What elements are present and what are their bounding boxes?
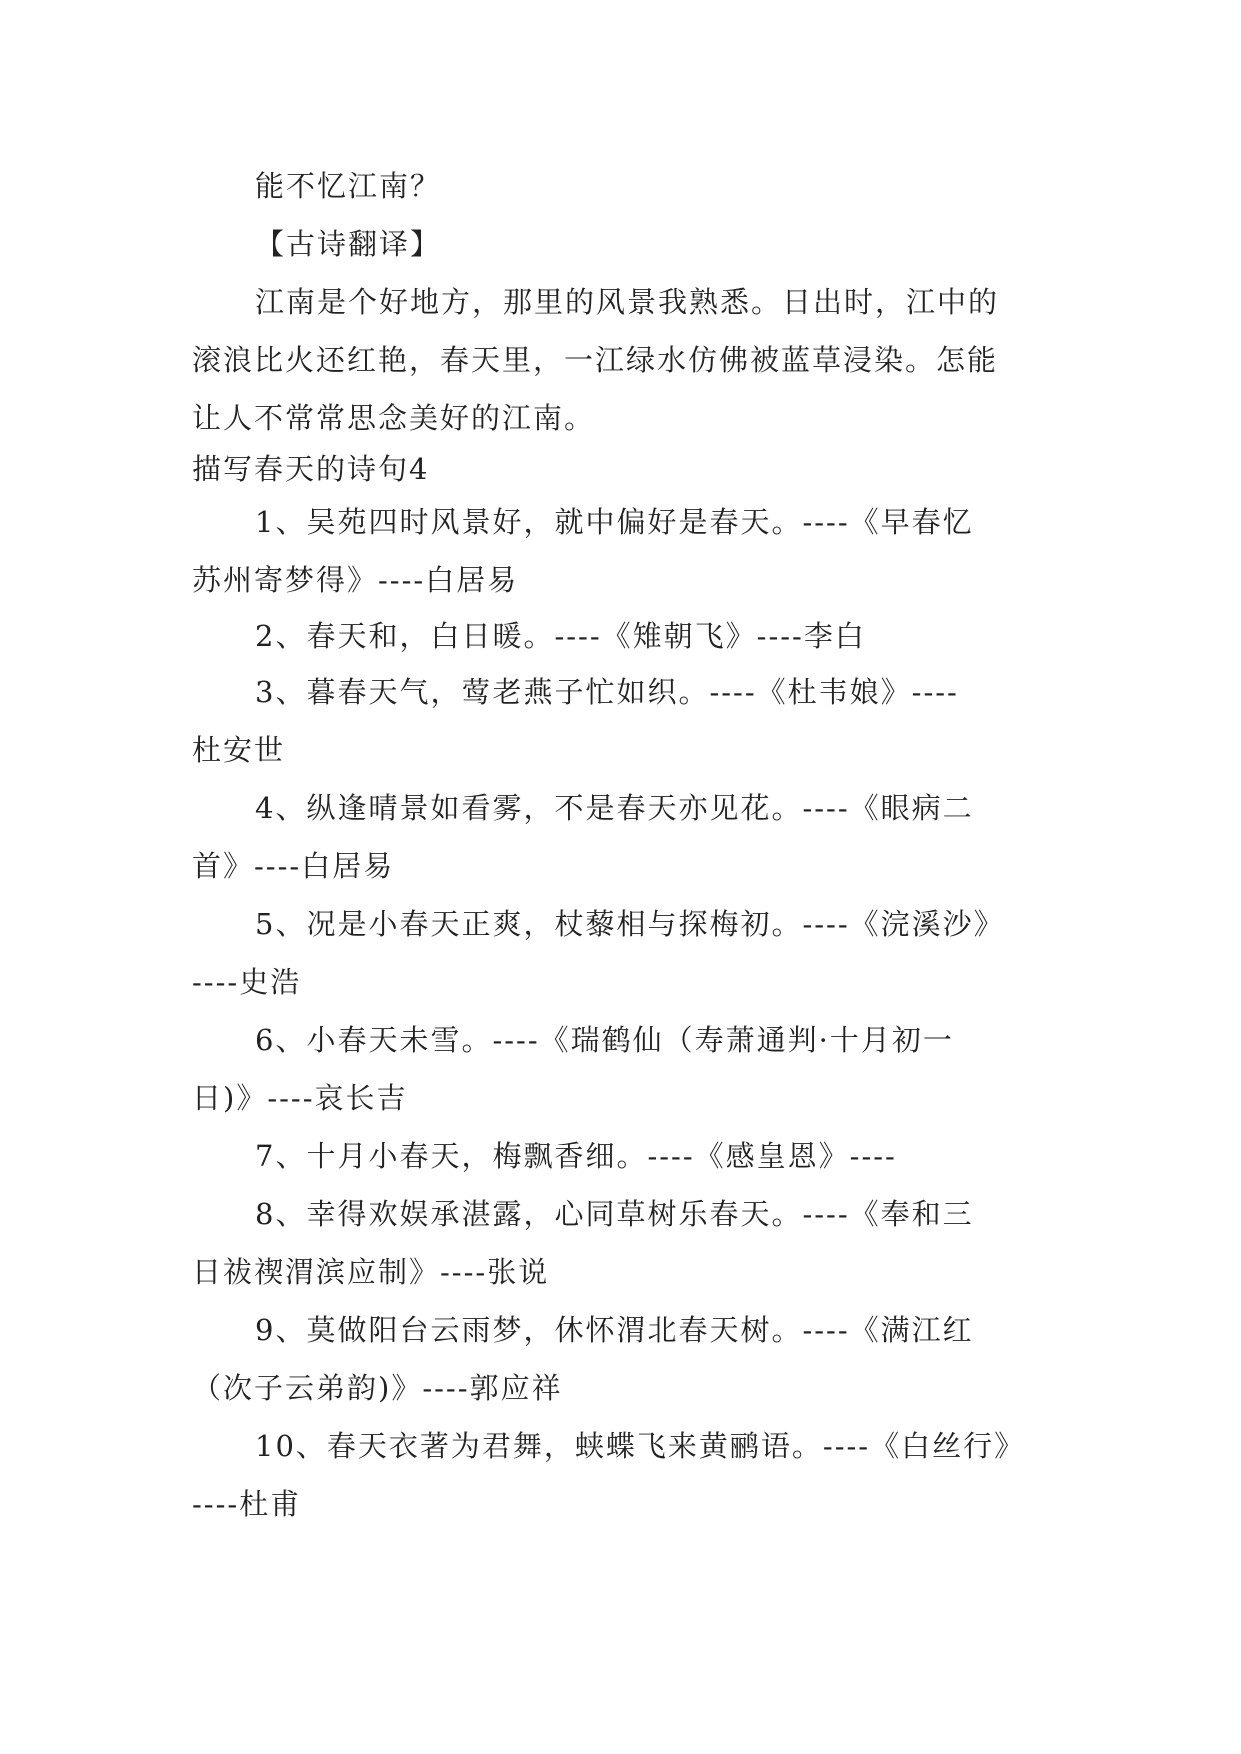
- translation-paragraph-line: 让人不常常思念美好的江南。: [192, 401, 596, 435]
- verse-item-8: 8、幸得欢娱承湛露，心同草树乐春天。----《奉和三: [255, 1197, 974, 1231]
- translation-paragraph-line: 江南是个好地方，那里的风景我熟悉。日出时，江中的: [255, 285, 1000, 319]
- verse-item-6: 6、小春天未雪。----《瑞鹤仙（寿萧通判·十月初一: [255, 1023, 954, 1057]
- verse-item-6-cont: 日)》----哀长吉: [192, 1081, 408, 1115]
- translation-paragraph-line: 滚浪比火还红艳，春天里，一江绿水仿佛被蓝草浸染。怎能: [192, 343, 999, 377]
- verse-item-1: 1、吴苑四时风景好，就中偏好是春天。----《早春忆: [255, 505, 974, 539]
- verse-item-10: 10、春天衣著为君舞，蛱蝶飞来黄鹂语。----《白丝行》: [255, 1429, 1026, 1463]
- verse-item-4-cont: 首》----白居易: [192, 849, 395, 883]
- section-title: 描写春天的诗句4: [192, 452, 430, 486]
- verse-item-10-cont: ----杜甫: [192, 1487, 302, 1521]
- verse-item-3-cont: 杜安世: [192, 733, 286, 767]
- verse-item-4: 4、纵逢晴景如看雾，不是春天亦见花。----《眼病二: [255, 791, 974, 825]
- translation-heading: 【古诗翻译】: [255, 227, 442, 261]
- poem-closing-line: 能不忆江南？: [255, 169, 442, 203]
- verse-item-1-cont: 苏州寄梦得》----白居易: [192, 563, 519, 597]
- verse-item-5-cont: ----史浩: [192, 965, 302, 999]
- verse-item-9-cont: （次子云弟韵)》----郭应祥: [192, 1371, 563, 1405]
- verse-item-7: 7、十月小春天，梅飘香细。----《感皇恩》----: [255, 1139, 897, 1173]
- verse-item-8-cont: 日祓禊渭滨应制》----张说: [192, 1255, 550, 1289]
- verse-item-3: 3、暮春天气，莺老燕子忙如织。----《杜韦娘》----: [255, 675, 959, 709]
- verse-item-9: 9、莫做阳台云雨梦，休怀渭北春天树。----《满江红: [255, 1313, 974, 1347]
- verse-item-5: 5、况是小春天正爽，杖藜相与探梅初。----《浣溪沙》: [255, 907, 1005, 941]
- verse-item-2: 2、春天和，白日暖。----《雉朝飞》----李白: [255, 619, 866, 653]
